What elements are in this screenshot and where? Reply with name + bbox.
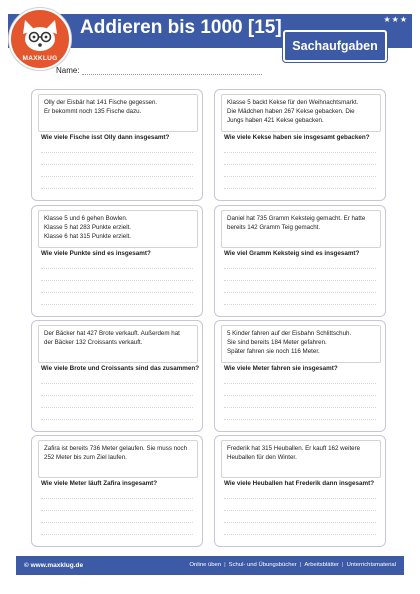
answer-line[interactable] <box>41 383 193 384</box>
answer-line[interactable] <box>224 383 376 384</box>
logo-text: MAXKLUG <box>22 55 58 62</box>
question-text: Wie viele Brote und Croissants sind das zusammen? <box>41 365 200 372</box>
story-text: Klasse 5 hat 283 Punkte erzielt. <box>44 224 132 231</box>
story-text: 5 Kinder fahren auf der Eisbahn Schlittschuh. <box>227 330 352 337</box>
category-badge: Sachaufgaben <box>283 30 387 62</box>
story-text: Heuballen für den Winter. <box>227 454 297 461</box>
story-text: 252 Meter bis zum Ziel laufen. <box>44 454 127 461</box>
footer-link-worksheets[interactable]: Arbeitsblätter <box>304 562 340 568</box>
answer-line[interactable] <box>41 188 193 189</box>
story-box <box>38 325 198 363</box>
task-card <box>214 89 386 201</box>
answer-line[interactable] <box>224 164 376 165</box>
answer-line[interactable] <box>41 304 193 305</box>
story-text: Der Bäcker hat 427 Brote verkauft. Außerdem hat <box>44 330 180 337</box>
answer-line[interactable] <box>224 188 376 189</box>
answer-line[interactable] <box>41 280 193 281</box>
question-text: Wie viele Meter läuft Zafira insgesamt? <box>41 480 158 487</box>
story-text: Jungs haben 421 Kekse gebacken. <box>227 117 324 124</box>
answer-line[interactable] <box>224 292 376 293</box>
answer-line[interactable] <box>224 176 376 177</box>
answer-line[interactable] <box>41 395 193 396</box>
story-text: Zafira ist bereits 736 Meter gelaufen. Sie muss noch <box>44 445 188 452</box>
answer-line[interactable] <box>224 395 376 396</box>
story-box <box>38 440 198 478</box>
answer-line[interactable] <box>224 268 376 269</box>
answer-line[interactable] <box>41 407 193 408</box>
task-card <box>31 89 203 201</box>
question-text: Wie viele Heuballen hat Frederik dann insgesamt? <box>224 480 375 487</box>
answer-line[interactable] <box>41 292 193 293</box>
name-label: Name: <box>56 66 80 75</box>
answer-line[interactable] <box>41 152 193 153</box>
story-text: Daniel hat 735 Gramm Keksteig gemacht. Er hatte <box>227 215 366 222</box>
answer-line[interactable] <box>224 534 376 535</box>
story-box <box>221 440 381 478</box>
page-title: Addieren bis 1000 [15] <box>80 17 282 38</box>
answer-line[interactable] <box>41 498 193 499</box>
task-card <box>214 435 386 547</box>
question-text: Wie viele Kekse haben sie insgesamt gebacken? <box>224 134 370 141</box>
story-text: Olly der Eisbär hat 141 Fische gegessen. <box>44 99 158 106</box>
question-text: Wie viele Fische isst Olly dann insgesamt? <box>41 134 170 141</box>
footer-website[interactable]: © www.maxklug.de <box>24 562 84 569</box>
answer-line[interactable] <box>224 419 376 420</box>
story-text: der Bäcker 132 Croissants verkauft. <box>44 339 143 346</box>
story-box <box>38 94 198 132</box>
answer-line[interactable] <box>224 304 376 305</box>
task-card <box>214 320 386 432</box>
name-field[interactable] <box>82 74 262 75</box>
answer-line[interactable] <box>41 164 193 165</box>
footer-link-materials[interactable]: Unterrichtsmaterial <box>346 562 396 568</box>
answer-line[interactable] <box>41 510 193 511</box>
answer-line[interactable] <box>41 522 193 523</box>
story-box <box>221 94 381 132</box>
story-text: Klasse 5 backt Kekse für den Weihnachtsmarkt. <box>227 99 359 106</box>
story-text: Er bekommt noch 135 Fische dazu. <box>44 108 142 115</box>
story-box <box>221 325 381 363</box>
task-card <box>214 205 386 317</box>
story-text: Klasse 6 hat 315 Punkte erzielt. <box>44 233 132 240</box>
question-text: Wie viel Gramm Keksteig sind es insgesamt? <box>224 250 360 257</box>
story-text: Frederik hat 315 Heuballen. Er kauft 162 weitere <box>227 445 361 452</box>
footer-bar <box>16 556 404 575</box>
maxklug-logo <box>9 8 71 70</box>
footer-link-books[interactable]: Schul- und Übungsbücher <box>228 562 297 568</box>
question-text: Wie viele Punkte sind es insgesamt? <box>41 250 151 257</box>
answer-line[interactable] <box>224 510 376 511</box>
story-text: Die Mädchen haben 267 Kekse gebacken. Die <box>227 108 355 115</box>
story-box <box>38 210 198 248</box>
answer-line[interactable] <box>224 407 376 408</box>
answer-line[interactable] <box>224 152 376 153</box>
footer-link-online[interactable]: Online üben <box>189 562 222 568</box>
task-card <box>31 320 203 432</box>
story-text: Später fahren sie noch 116 Meter. <box>227 348 320 355</box>
answer-line[interactable] <box>224 280 376 281</box>
story-text: bereits 142 Gramm Teig gemacht. <box>227 224 321 231</box>
answer-line[interactable] <box>41 268 193 269</box>
story-text: Sie sind bereits 184 Meter gefahren. <box>227 339 327 346</box>
story-text: Klasse 5 und 6 gehen Bowlen. <box>44 215 128 222</box>
footer-links: Online üben | Schul- und Übungsbücher | Arbeitsblätter | Unterrichtsmaterial <box>189 562 396 568</box>
difficulty-stars: ★★★ <box>383 15 408 24</box>
answer-line[interactable] <box>41 534 193 535</box>
answer-line[interactable] <box>41 176 193 177</box>
question-text: Wie viele Meter fahren sie insgesamt? <box>224 365 338 372</box>
answer-line[interactable] <box>41 419 193 420</box>
story-box <box>221 210 381 248</box>
answer-line[interactable] <box>224 498 376 499</box>
task-card <box>31 205 203 317</box>
answer-line[interactable] <box>224 522 376 523</box>
task-card <box>31 435 203 547</box>
